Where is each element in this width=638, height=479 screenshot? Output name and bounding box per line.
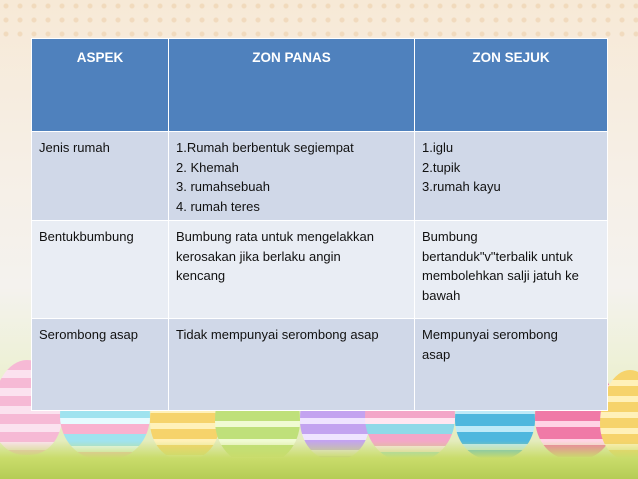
cell-line: asap bbox=[422, 346, 451, 362]
cell-line: bertanduk"v"terbalik untuk bbox=[422, 248, 573, 264]
cell-line: Mempunyai serombong bbox=[422, 327, 558, 342]
cell-zon-panas bbox=[169, 319, 415, 411]
header-zon-sejuk: ZON SEJUK bbox=[415, 39, 608, 132]
cell-zon-sejuk bbox=[415, 132, 608, 221]
cell-line: membolehkan salji jatuh ke bbox=[422, 268, 579, 283]
cell-line: bawah bbox=[422, 287, 461, 303]
cell-line: 2. Khemah bbox=[176, 159, 239, 175]
cell-zon-sejuk bbox=[415, 221, 608, 319]
cell-zon-sejuk bbox=[415, 319, 608, 411]
cell-line: Tidak mempunyai serombong asap bbox=[176, 327, 379, 342]
table-row bbox=[32, 132, 608, 221]
cell-line: Bumbung rata untuk mengelakkan bbox=[176, 229, 375, 244]
cell-line: kencang bbox=[176, 268, 226, 283]
table-row bbox=[32, 221, 608, 319]
table-row bbox=[32, 319, 608, 411]
cell-aspek: Serombong asap bbox=[32, 319, 169, 411]
cell-line: 1.iglu bbox=[422, 140, 454, 155]
cell-zon-panas bbox=[169, 132, 415, 221]
cell-line: 1.Rumah berbentuk segiempat bbox=[176, 140, 354, 155]
cell-aspek: Jenis rumah bbox=[32, 132, 169, 221]
cell-line: 4. rumah teres bbox=[176, 198, 260, 214]
cell-line: 2.tupik bbox=[422, 159, 461, 175]
cell-zon-panas bbox=[169, 221, 415, 319]
cell-line: 3.rumah kayu bbox=[422, 179, 501, 194]
cell-line: kerosakan jika berlaku angin bbox=[176, 248, 341, 264]
background-pattern bbox=[0, 0, 638, 40]
cell-aspek: Bentukbumbung bbox=[32, 221, 169, 319]
table-header-row bbox=[32, 39, 608, 132]
comparison-table bbox=[31, 38, 608, 411]
header-aspek: ASPEK bbox=[32, 39, 169, 132]
header-zon-panas: ZON PANAS bbox=[169, 39, 415, 132]
cell-line: 3. rumahsebuah bbox=[176, 179, 270, 194]
cell-line: Bumbung bbox=[422, 229, 478, 244]
